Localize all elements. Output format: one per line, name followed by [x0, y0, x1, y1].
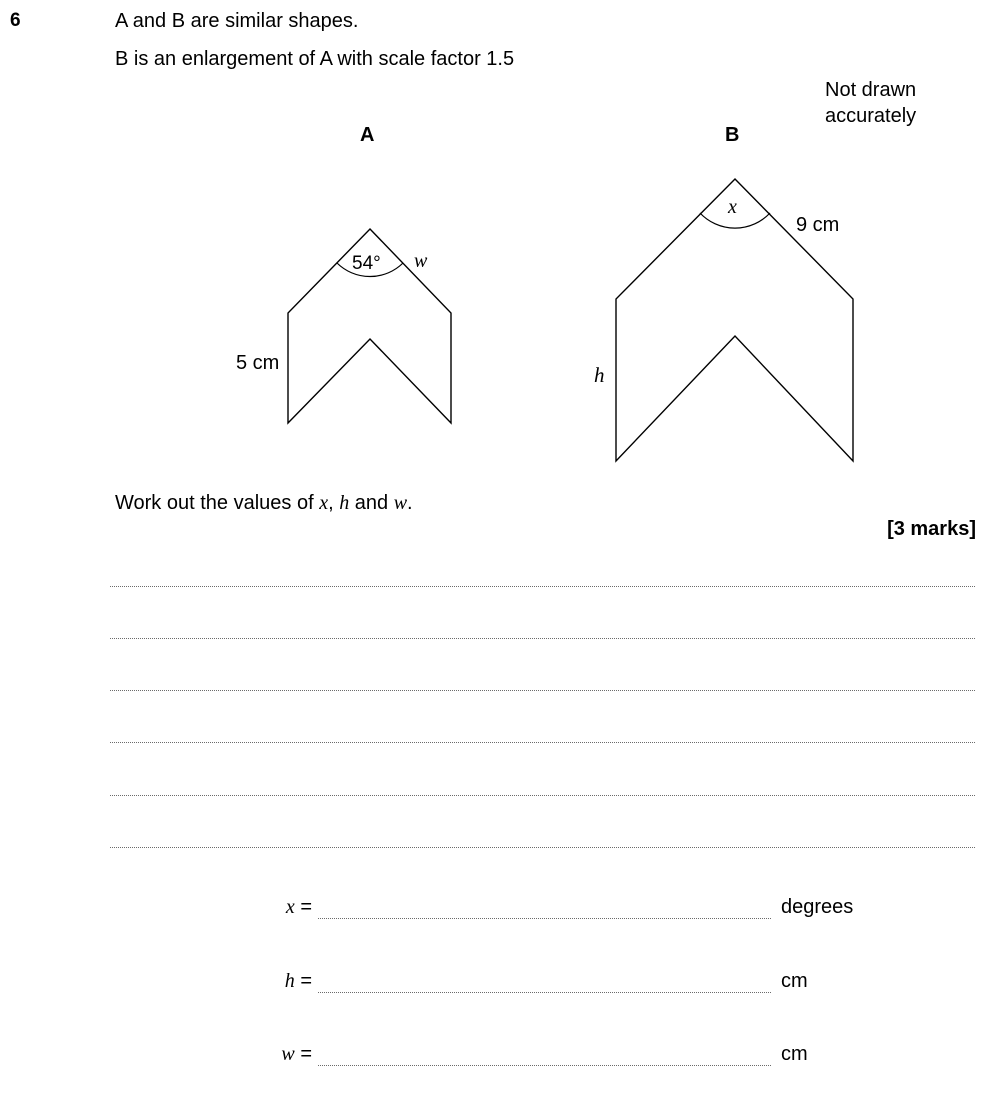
- shape-b-height-label: h: [594, 363, 605, 387]
- answer-label-w: [260, 1043, 312, 1066]
- answer-unit-x: degrees: [781, 896, 854, 918]
- answer-line-h[interactable]: [318, 992, 771, 993]
- question-line-2: B is an enlargement of A with scale factor 1.5: [115, 48, 515, 70]
- answer-unit-h: cm: [781, 970, 808, 992]
- shape-a-side-label: w: [414, 250, 428, 272]
- answer-label-x: [260, 896, 312, 919]
- instruction: [115, 492, 413, 515]
- shape-b-angle-label: x: [728, 196, 737, 218]
- answer-var-w: w: [281, 1043, 295, 1065]
- shape-b-side-label: 9 cm: [796, 214, 840, 236]
- answer-var-h: h: [284, 970, 295, 992]
- instruction-var-x: x: [319, 492, 329, 514]
- answer-label-h: [260, 970, 312, 993]
- working-line[interactable]: [110, 690, 975, 691]
- working-line[interactable]: [110, 847, 975, 848]
- shape-b-label: B: [725, 124, 740, 146]
- answer-eq-h: =: [300, 970, 312, 992]
- working-line[interactable]: [110, 586, 975, 587]
- working-line[interactable]: [110, 742, 975, 743]
- answer-row-w: [260, 1043, 880, 1073]
- question-number: 6: [10, 10, 21, 31]
- working-line[interactable]: [110, 638, 975, 639]
- answer-eq-w: =: [300, 1043, 312, 1065]
- question-line-1: A and B are similar shapes.: [115, 10, 359, 32]
- answer-row-x: [260, 896, 880, 926]
- answer-row-h: [260, 970, 880, 1000]
- answer-line-w[interactable]: [318, 1065, 771, 1066]
- instruction-prefix: Work out the values of: [115, 492, 314, 514]
- instruction-period: .: [407, 492, 413, 514]
- marks-label: [3 marks]: [887, 518, 976, 540]
- instruction-var-h: h: [339, 492, 350, 514]
- shape-a-label: A: [360, 124, 375, 146]
- instruction-var-w: w: [393, 492, 408, 514]
- answer-line-x[interactable]: [318, 918, 771, 919]
- answer-eq-x: =: [300, 896, 312, 918]
- answer-unit-w: cm: [781, 1043, 808, 1065]
- working-line[interactable]: [110, 795, 975, 796]
- instruction-and: and: [354, 492, 389, 514]
- not-drawn-accurately-note: Not drawn accurately: [825, 79, 917, 127]
- shape-a-height-label: 5 cm: [236, 352, 280, 374]
- instruction-comma: ,: [328, 492, 334, 514]
- shape-a-angle-label: 54°: [352, 253, 381, 274]
- answer-var-x: x: [285, 896, 295, 918]
